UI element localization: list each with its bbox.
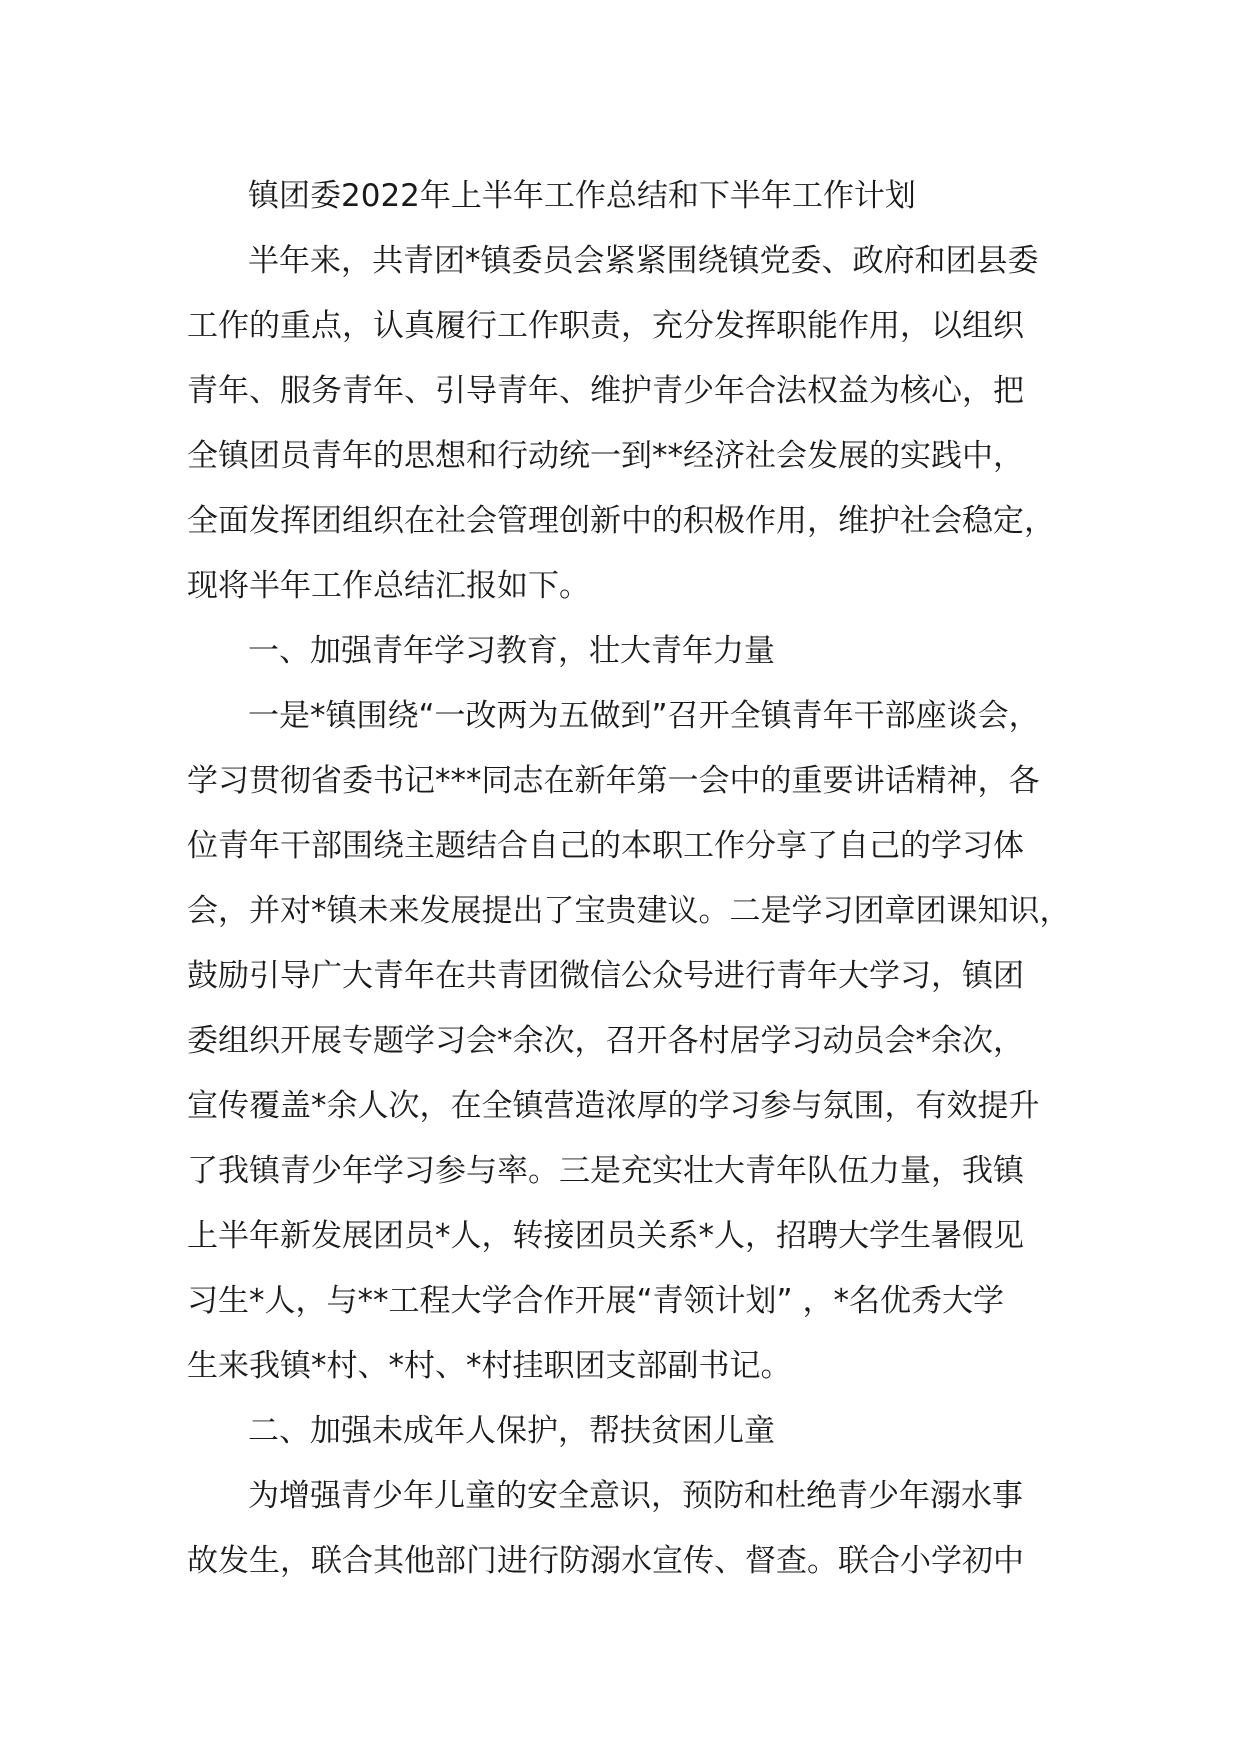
paragraph-line: 青年、服务青年、引导青年、维护青少年合法权益为核心，把 (187, 373, 1024, 409)
paragraph-line: 现将半年工作总结汇报如下。 (187, 568, 590, 604)
paragraph-line: 学习贯彻省委书记***同志在新年第一会中的重要讲话精神，各 (187, 763, 1040, 799)
section-heading: 一、加强青年学习教育，壮大青年力量 (248, 633, 775, 669)
paragraph-line: 了我镇青少年学习参与率。三是充实壮大青年队伍力量，我镇 (187, 1153, 1024, 1189)
paragraph-line: 全面发挥团组织在社会管理创新中的积极作用，维护社会稳定， (187, 503, 1055, 539)
paragraph-line: 一是*镇围绕“一改两为五做到”召开全镇青年干部座谈会， (248, 698, 1040, 734)
document-title: 镇团委2022年上半年工作总结和下半年工作计划 (248, 178, 916, 214)
paragraph-line: 生来我镇*村、*村、*村挂职团支部副书记。 (187, 1348, 792, 1384)
paragraph-line: 半年来，共青团*镇委员会紧紧围绕镇党委、政府和团县委 (248, 243, 1039, 279)
paragraph-line: 鼓励引导广大青年在共青团微信公众号进行青年大学习，镇团 (187, 958, 1024, 994)
paragraph-line: 位青年干部围绕主题结合自己的本职工作分享了自己的学习体 (187, 828, 1024, 864)
section-heading: 二、加强未成年人保护，帮扶贫困儿童 (248, 1413, 775, 1449)
paragraph-line: 上半年新发展团员*人，转接团员关系*人，招聘大学生暑假见 (187, 1218, 1024, 1254)
paragraph-line: 会，并对*镇未来发展提出了宝贵建议。二是学习团章团课知识， (187, 893, 1071, 929)
paragraph-line: 委组织开展专题学习会*余次，召开各村居学习动员会*余次， (187, 1023, 1024, 1059)
paragraph-line: 宣传覆盖*余人次，在全镇营造浓厚的学习参与氛围，有效提升 (187, 1088, 1040, 1124)
paragraph-line: 工作的重点，认真履行工作职责，充分发挥职能作用，以组织 (187, 308, 1024, 344)
paragraph-line: 为增强青少年儿童的安全意识，预防和杜绝青少年溺水事 (248, 1478, 1023, 1514)
paragraph-line: 习生*人，与**工程大学合作开展“青领计划” ，*名优秀大学 (187, 1283, 1004, 1319)
paragraph-line: 故发生，联合其他部门进行防溺水宣传、督查。联合小学初中 (187, 1543, 1024, 1579)
paragraph-line: 全镇团员青年的思想和行动统一到**经济社会发展的实践中， (187, 438, 1024, 474)
